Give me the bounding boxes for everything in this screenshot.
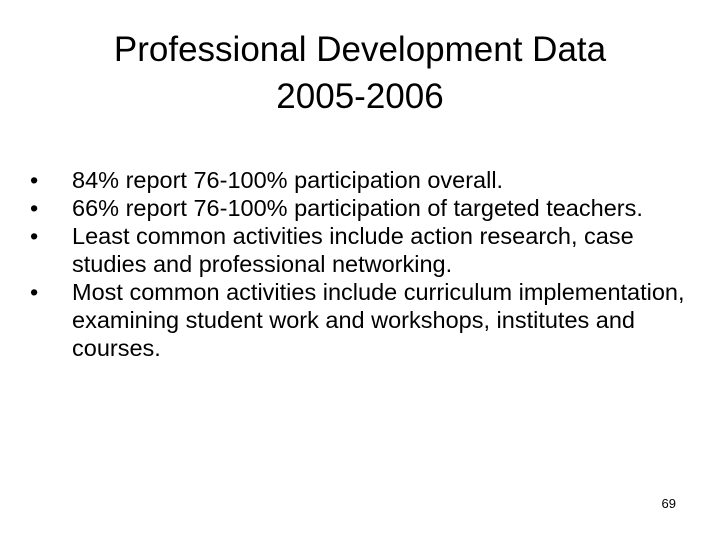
slide-title-line-2: 2005-2006: [276, 77, 444, 116]
bullet-text-1: 84% report 76-100% participation overall.: [72, 167, 504, 193]
bullet-text-3: Least common activities include action research, case studies and professional networking.: [72, 223, 634, 277]
bullet-dot-icon: •: [30, 195, 39, 221]
bullet-item-4: [30, 278, 700, 362]
bullet-item-2: [30, 194, 700, 222]
slide-title-line-1: Professional Development Data: [113, 30, 607, 69]
bullet-dot-icon: •: [30, 279, 39, 305]
bullet-dot-icon: •: [30, 167, 39, 193]
bullet-text-2: 66% report 76-100% participation of targeted teachers.: [72, 195, 643, 221]
bullet-item-3: [30, 222, 700, 278]
page-number: 69: [661, 496, 676, 511]
bullet-item-1: [30, 166, 700, 194]
bullet-list: [30, 166, 700, 362]
bullet-dot-icon: •: [30, 223, 39, 249]
bullet-text-4: Most common activities include curriculum implementation, examining student work and workshops, institutes and courses.: [72, 279, 685, 361]
slide-title: [0, 26, 720, 120]
